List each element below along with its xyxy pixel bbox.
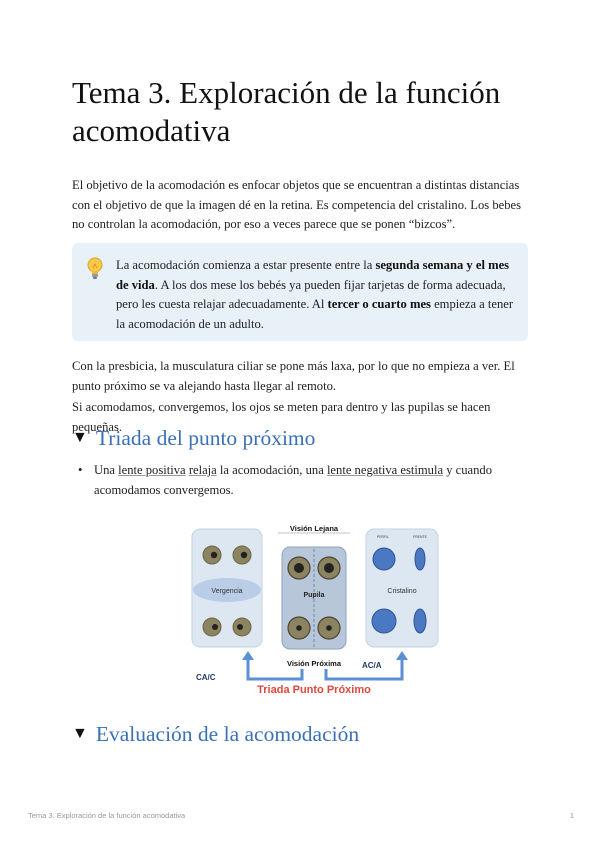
pupil — [296, 625, 302, 631]
lens — [414, 609, 426, 633]
section-heading-triada[interactable]: ▼ Triada del punto próximo — [72, 426, 316, 450]
intro-paragraph: El objetivo de la acomodación es enfocar objetos que se encuentran a distintas distancias con el objetivo de que la imagen dé en la retina. Es competencia del cristalino. Los bebes no controlan la acomodación, por eso a veces parece que se ponen “bizcos”. — [72, 178, 522, 231]
vergence-label: Vergencia — [211, 588, 243, 595]
page-footer — [28, 811, 574, 820]
pupil-label: Pupila — [303, 592, 325, 599]
toggle-icon[interactable]: ▼ — [72, 429, 88, 446]
lens — [372, 609, 396, 633]
section-heading-evaluacion[interactable]: ▼ Evaluación de la acomodación — [72, 722, 360, 746]
lens — [373, 548, 395, 570]
lens-label: Cristalino — [387, 588, 417, 595]
callout-text: La acomodación comienza a estar presente entre la segunda semana y el mes de vida. A los dos mese los bebés ya pueden fijar tarjetas de forma adecuada, pero les cuesta relajar adecuadamente. Al tercer o cuarto mes empieza a tener la acomodación de un adulto. — [116, 258, 514, 331]
pupil — [241, 552, 247, 558]
lightbulb-icon — [86, 256, 104, 280]
convergence-paragraph: Si acomodamos, convergemos, los ojos se meten para dentro y las pupilas se hacen pequeñas. — [72, 400, 491, 434]
footer-title: Tema 3. Exploración de la función acomodativa — [28, 811, 186, 820]
arrow-left-head — [242, 651, 254, 660]
profile-label: PERFIL — [376, 535, 390, 539]
toggle-icon[interactable]: ▼ — [72, 725, 88, 742]
aca-label: AC/A — [362, 661, 382, 670]
presbyopia-paragraph: Con la presbicia, la musculatura ciliar se pone más laxa, por lo que no empieza a ver. El punto próximo se va alejando hasta llegar al remoto. — [72, 359, 515, 393]
triada-diagram — [190, 517, 440, 697]
pupil — [326, 625, 332, 631]
pupil — [211, 552, 217, 558]
list-item: • Una lente positiva relaja la acomodación, una lente negativa estimula y cuando acomodamos convergemos. — [78, 463, 493, 497]
pupil — [294, 563, 304, 573]
pupil — [212, 624, 218, 630]
arrow-right-head — [396, 651, 408, 660]
cac-label: CA/C — [196, 673, 216, 682]
near-vision-label: Visión Próxima — [286, 659, 342, 668]
pupil — [324, 563, 334, 573]
figure-caption: Triada Punto Próximo — [257, 684, 371, 696]
callout-box — [72, 243, 528, 341]
lens — [415, 548, 425, 570]
front-label: FRENTE — [413, 535, 427, 539]
page-title: Tema 3. Exploración de la función acomodativa — [72, 75, 501, 148]
far-vision-label: Visión Lejana — [289, 524, 339, 533]
pupil — [237, 624, 243, 630]
page-number: 1 — [569, 811, 574, 820]
